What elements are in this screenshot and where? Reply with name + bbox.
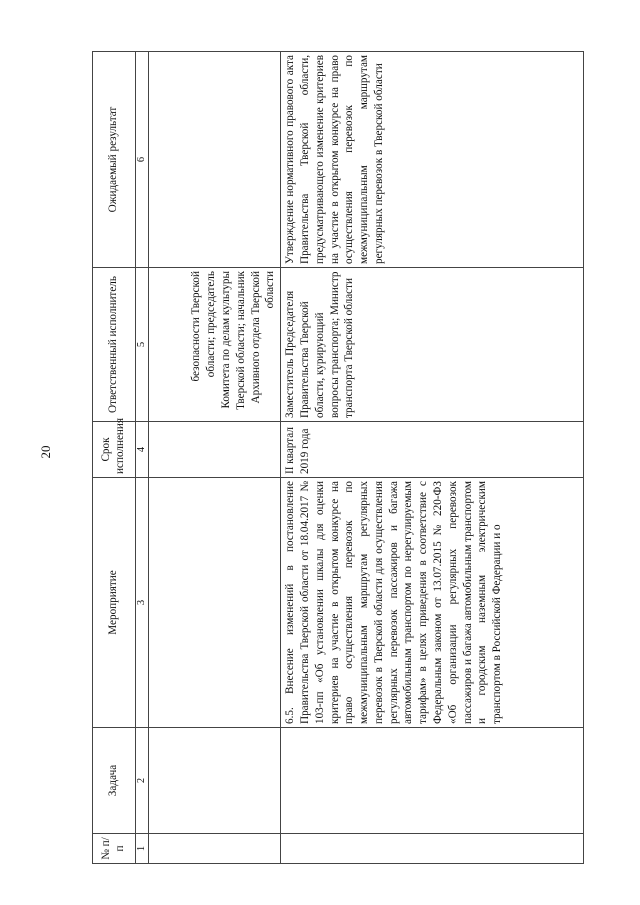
cell-deadline	[149, 422, 281, 478]
column-number: 4	[136, 422, 149, 478]
rotated-table-frame	[92, 52, 584, 864]
column-number: 2	[136, 728, 149, 834]
header-num: № п/п	[93, 834, 136, 864]
header-row	[93, 52, 136, 864]
header-responsible: Ответственный исполнитель	[93, 268, 136, 422]
column-number: 5	[136, 268, 149, 422]
table-container	[92, 52, 584, 864]
page-number: 20	[38, 445, 53, 459]
table-row	[281, 52, 584, 864]
column-number: 6	[136, 52, 149, 268]
header-measure: Мероприятие	[93, 478, 136, 728]
column-number: 3	[136, 478, 149, 728]
column-number-row	[136, 52, 149, 864]
header-task: Задача	[93, 728, 136, 834]
cell-task	[281, 728, 584, 834]
cell-task	[149, 728, 281, 834]
plan-table	[92, 51, 584, 864]
cell-responsible: Заместитель Председателя Правительства Тверской области, курирующий вопросы транспорта; Министр транспорта Тверской области	[281, 268, 584, 422]
cell-responsible: безопасности Тверской области; председатель Комитета по делам культуры Тверской области; начальник Архивного отдела Тверской области	[149, 268, 281, 422]
cell-measure: 6.5. Внесение изменений в постановление Правительства Тверской области от 18.04.2017 № 103-пп «Об установлении шкалы для оценки критериев на участие в открытом конкурсе на право осуществления перевозок по межмуниципальным маршрутам регулярных перевозок в Тверской области для осуществления регулярных перевозок пассажиров и багажа автомобильным транспортом по нерегулируемым тарифам» в целях приведения в соответствие с Федеральным законом от 13.07.2015 № 220-ФЗ «Об организации регулярных перевозок пассажиров и багажа автомобильным транспортом и городским наземным электрическим транспортом в Российской Федерации и о	[281, 478, 584, 728]
table-row	[149, 52, 281, 864]
cell-measure	[149, 478, 281, 728]
cell-result	[149, 52, 281, 268]
cell-num	[149, 834, 281, 864]
header-deadline: Срок исполнения	[93, 422, 136, 478]
header-result: Ожидаемый результат	[93, 52, 136, 268]
column-number: 1	[136, 834, 149, 864]
cell-num	[281, 834, 584, 864]
cell-result: Утверждение нормативного правового акта Правительства Тверской области, предусматривающего изменение критериев на участие в открытом конкурсе на право осуществления перевозок по межмуниципальным маршрутам регулярных перевозок в Тверской области	[281, 52, 584, 268]
cell-deadline: II квартал 2019 года	[281, 422, 584, 478]
